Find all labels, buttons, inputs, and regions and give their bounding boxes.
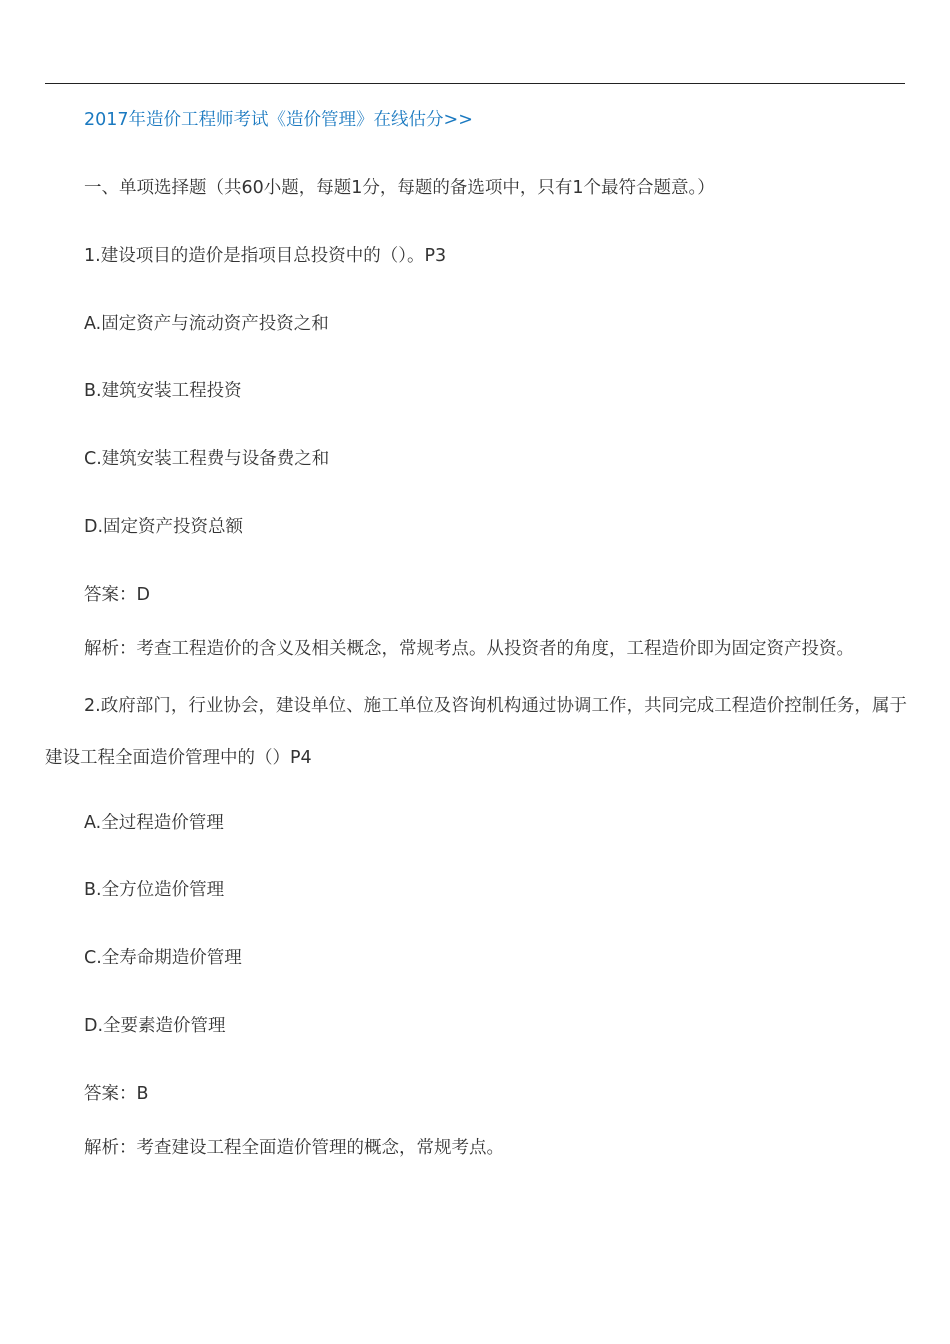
question-2-analysis: 解析：考查建设工程全面造价管理的概念，常规考点。 xyxy=(84,1138,504,1158)
question-1-option-c: C.建筑安装工程费与设备费之和 xyxy=(84,449,330,469)
question-1-option-b: B.建筑安装工程投资 xyxy=(84,381,242,401)
section-heading: 一、单项选择题（共60小题，每题1分，每题的备选项中，只有1个最符合题意。） xyxy=(84,178,715,198)
question-2-option-d: D.全要素造价管理 xyxy=(84,1016,226,1036)
online-score-link[interactable]: 2017年造价工程师考试《造价管理》在线估分>> xyxy=(84,110,473,130)
question-1-analysis: 解析：考查工程造价的含义及相关概念，常规考点。从投资者的角度，工程造价即为固定资产投资。 xyxy=(84,639,854,659)
question-1-stem: 1.建设项目的造价是指项目总投资中的（）。P3 xyxy=(84,246,447,266)
question-1-answer: 答案：D xyxy=(84,585,150,605)
question-2-answer: 答案：B xyxy=(84,1084,149,1104)
question-1-option-d: D.固定资产投资总额 xyxy=(84,517,244,537)
top-divider xyxy=(45,83,905,84)
question-2-stem: 2.政府部门，行业协会，建设单位、施工单位及咨询机构通过协调工作，共同完成工程造价控制任务，属于建设工程全面造价管理中的（）P4 xyxy=(45,696,907,768)
question-2-option-a: A.全过程造价管理 xyxy=(84,813,224,833)
question-2-option-b: B.全方位造价管理 xyxy=(84,880,225,900)
question-1-option-a: A.固定资产与流动资产投资之和 xyxy=(84,314,329,334)
question-2-option-c: C.全寿命期造价管理 xyxy=(84,948,242,968)
